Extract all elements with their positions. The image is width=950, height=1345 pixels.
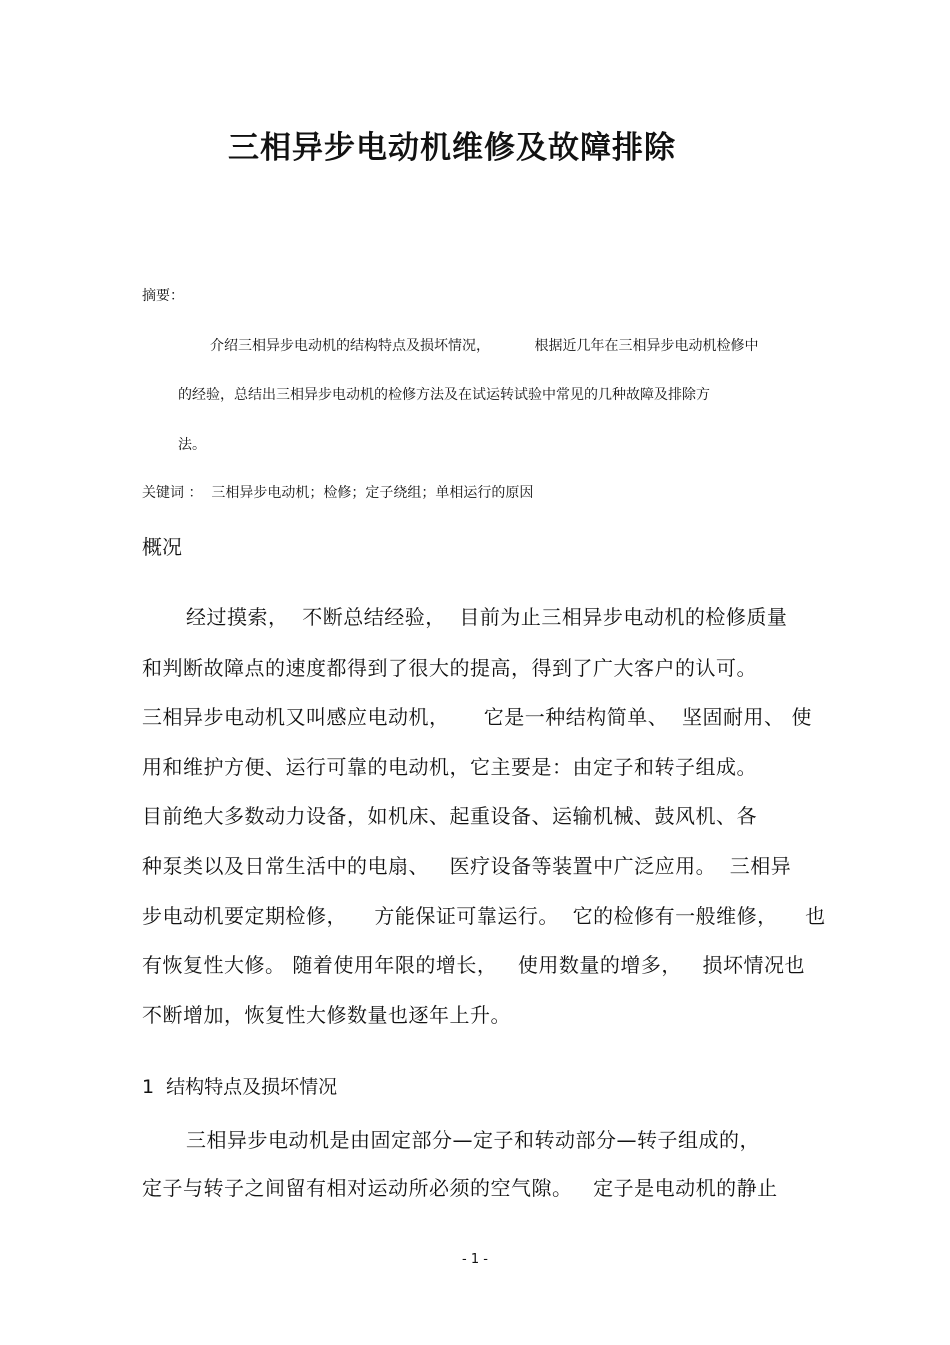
overview-line-3: 三相异步电动机又叫感应电动机， 它是一种结构简单、 坚固耐用、 使 xyxy=(142,705,812,729)
overview-line-5: 目前绝大多数动力设备，如机床、起重设备、运输机械、鼓风机、各 xyxy=(142,804,757,828)
overview-line-9: 不断增加，恢复性大修数量也逐年上升。 xyxy=(142,1003,511,1027)
section-1-line-2: 定子与转子之间留有相对运动所必须的空气隙。 定子是电动机的静止 xyxy=(142,1176,778,1200)
keywords: 关键词 ： 三相异步电动机；检修；定子绕组；单相运行的原因 xyxy=(142,485,534,501)
overview-line-4: 用和维护方便、运行可靠的电动机，它主要是：由定子和转子组成。 xyxy=(142,755,757,779)
section-1-heading: 1 结构特点及损坏情况 xyxy=(142,1076,338,1098)
document-title: 三相异步电动机维修及故障排除 xyxy=(228,130,676,166)
overview-line-1: 经过摸索， 不断总结经验， 目前为止三相异步电动机的检修质量 xyxy=(186,605,788,629)
abstract-line-2: 的经验，总结出三相异步电动机的检修方法及在试运转试验中常见的几种故障及排除方 xyxy=(178,387,710,403)
overview-line-7: 步电动机要定期检修， 方能保证可靠运行。 它的检修有一般维修， 也 xyxy=(142,904,826,928)
abstract-line-3: 法。 xyxy=(178,437,206,453)
overview-line-2: 和判断故障点的速度都得到了很大的提高，得到了广大客户的认可。 xyxy=(142,656,757,680)
overview-heading: 概况 xyxy=(142,535,182,559)
abstract-label: 摘要： xyxy=(142,288,184,304)
section-1-line-1: 三相异步电动机是由固定部分—定子和转动部分—转子组成的， xyxy=(186,1128,760,1152)
overview-line-6: 种泵类以及日常生活中的电扇、 医疗设备等装置中广泛应用。 三相异 xyxy=(142,854,792,878)
overview-line-8: 有恢复性大修。 随着使用年限的增长， 使用数量的增多， 损坏情况也 xyxy=(142,953,806,977)
page-number: - 1 - xyxy=(462,1252,488,1267)
abstract-line-1: 介绍三相异步电动机的结构特点及损坏情况， 根据近几年在三相异步电动机检修中 xyxy=(210,338,759,354)
